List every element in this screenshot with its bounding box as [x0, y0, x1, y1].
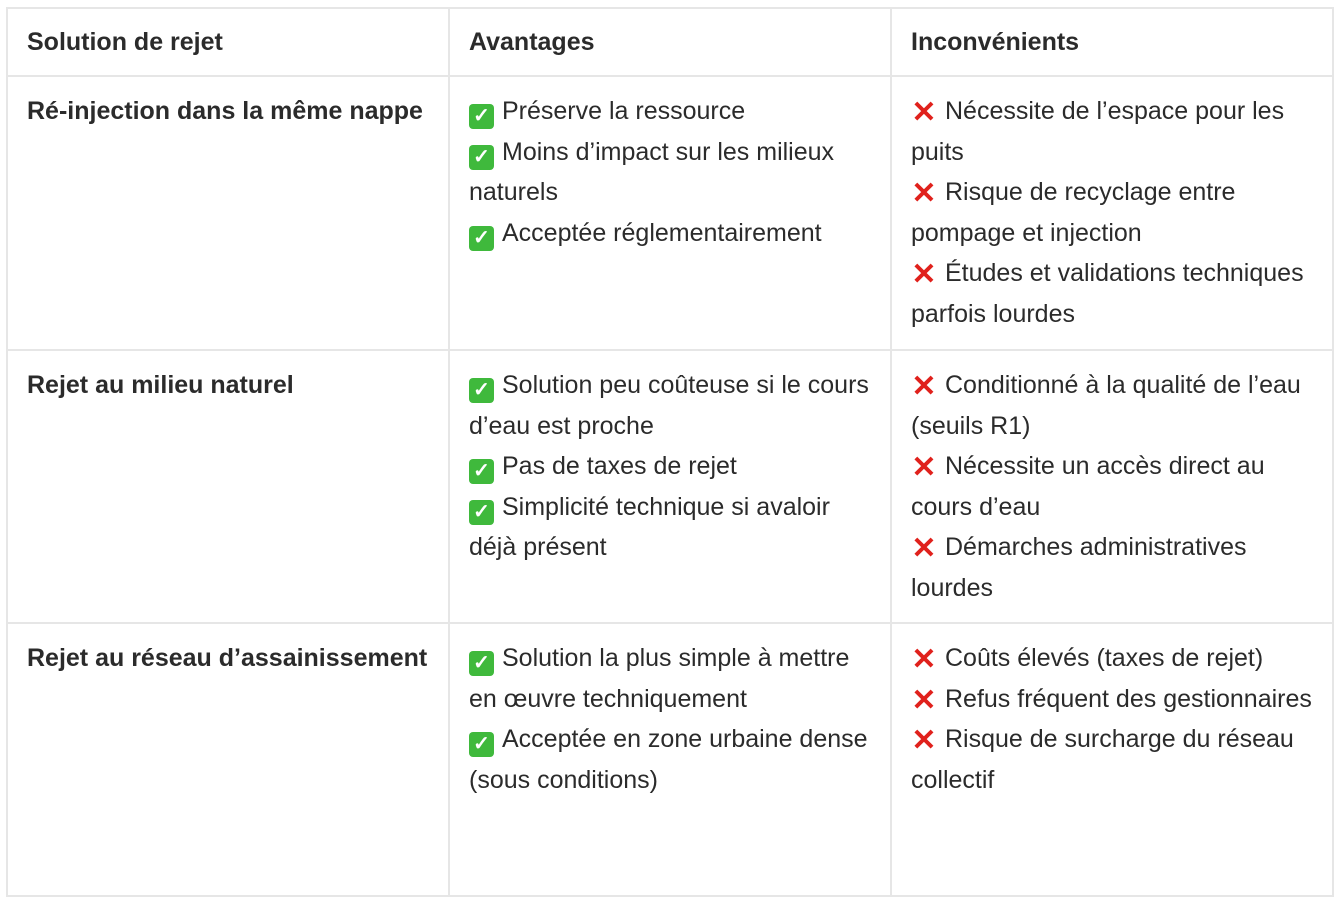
cross-mark-icon: ✕	[911, 177, 937, 211]
advantage-item	[469, 365, 872, 446]
solution-cell: Rejet au réseau d’assainissement	[7, 623, 449, 896]
cross-mark-icon: ✕	[911, 451, 937, 485]
advantages-cell	[449, 623, 891, 896]
check-mark-icon: ✓	[469, 145, 494, 170]
advantage-item	[469, 487, 872, 568]
disadvantage-text: Nécessite de l’espace pour les puits	[911, 97, 1285, 166]
cross-mark-icon: ✕	[911, 724, 937, 758]
disadvantages-cell	[891, 623, 1333, 896]
advantage-text: Acceptée en zone urbaine dense (sous conditions)	[469, 725, 868, 794]
disadvantage-text: Études et validations techniques parfois lourdes	[911, 259, 1304, 328]
advantage-text: Solution peu coûteuse si le cours d’eau est proche	[469, 371, 869, 440]
disadvantage-item	[911, 172, 1314, 253]
solution-cell: Ré-injection dans la même nappe	[7, 76, 449, 350]
check-mark-icon: ✓	[469, 500, 494, 525]
solution-cell: Rejet au milieu naturel	[7, 350, 449, 623]
disadvantage-text: Risque de surcharge du réseau collectif	[911, 725, 1294, 794]
check-mark-icon: ✓	[469, 226, 494, 251]
comparison-table	[6, 7, 1334, 897]
header-row	[7, 8, 1333, 76]
check-mark-icon: ✓	[469, 104, 494, 129]
advantage-text: Acceptée réglementairement	[502, 218, 822, 247]
disadvantage-text: Risque de recyclage entre pompage et injection	[911, 178, 1236, 247]
disadvantage-text: Conditionné à la qualité de l’eau (seuils R1)	[911, 371, 1301, 440]
table-row	[7, 76, 1333, 350]
advantage-text: Solution la plus simple à mettre en œuvre techniquement	[469, 644, 850, 713]
cross-mark-icon: ✕	[911, 370, 937, 403]
header-solution: Solution de rejet	[7, 8, 449, 76]
advantage-item	[469, 213, 872, 254]
advantage-item	[469, 719, 872, 800]
advantage-item	[469, 638, 872, 719]
disadvantages-cell	[891, 76, 1333, 350]
disadvantage-item	[911, 527, 1314, 608]
cross-mark-icon: ✕	[911, 683, 937, 717]
advantages-cell	[449, 350, 891, 623]
header-disadvantages: Inconvénients	[891, 8, 1333, 76]
cross-mark-icon: ✕	[911, 532, 937, 566]
disadvantages-cell	[891, 350, 1333, 623]
header-advantages: Avantages	[449, 8, 891, 76]
check-mark-icon: ✓	[469, 651, 494, 676]
advantage-text: Simplicité technique si avaloir déjà présent	[469, 492, 830, 562]
disadvantage-item	[911, 679, 1314, 720]
table-row	[7, 623, 1333, 896]
advantage-text: Moins d’impact sur les milieux naturels	[469, 137, 835, 207]
cross-mark-icon: ✕	[911, 643, 937, 676]
advantage-item	[469, 132, 872, 213]
disadvantage-item	[911, 91, 1314, 172]
disadvantage-item	[911, 365, 1314, 446]
advantage-item	[469, 91, 872, 132]
check-mark-icon: ✓	[469, 732, 494, 757]
disadvantage-item	[911, 253, 1314, 334]
check-mark-icon: ✓	[469, 459, 494, 484]
table-row	[7, 350, 1333, 623]
advantage-text: Préserve la ressource	[502, 97, 746, 125]
disadvantage-text: Refus fréquent des gestionnaires	[945, 684, 1312, 713]
check-mark-icon: ✓	[469, 378, 494, 403]
advantage-item	[469, 446, 872, 487]
disadvantage-text: Démarches administratives lourdes	[911, 533, 1247, 602]
advantage-text: Pas de taxes de rejet	[502, 452, 737, 481]
disadvantage-item	[911, 446, 1314, 527]
disadvantage-text: Coûts élevés (taxes de rejet)	[945, 644, 1264, 672]
advantages-cell	[449, 76, 891, 350]
cross-mark-icon: ✕	[911, 96, 937, 129]
disadvantage-text: Nécessite un accès direct au cours d’eau	[911, 452, 1265, 521]
cross-mark-icon: ✕	[911, 258, 937, 292]
disadvantage-item	[911, 638, 1314, 679]
disadvantage-item	[911, 719, 1314, 800]
